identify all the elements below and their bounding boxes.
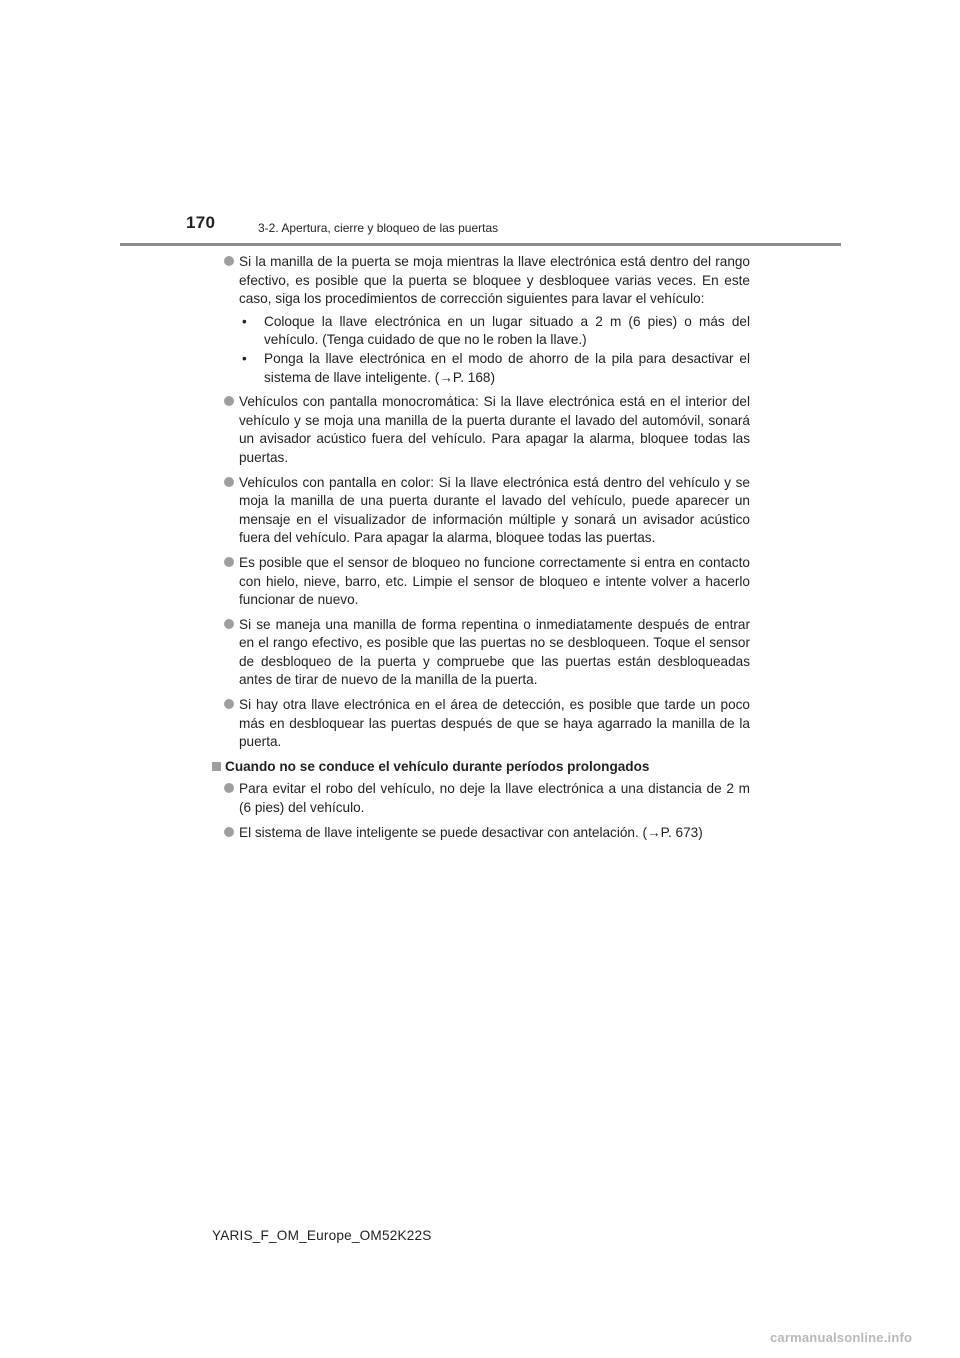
bullet-text: Si la manilla de la puerta se moja mientras la llave electrónica está dentro del rango efectivo, es posible que la puerta se bloquee y desbloquee varias veces. En este caso, siga los procedimientos de corrección siguientes para lavar el vehículo: [239, 254, 750, 307]
bullet-dot-icon [224, 256, 234, 266]
header-divider [120, 243, 841, 246]
bullet-text: Vehículos con pantalla en color: Si la llave electrónica está dentro del vehículo y se moja la manilla de una puerta durante el lavado del vehículo, puede aparecer un mensaje en el visualizador de información múltiple y sonará un avisador acústico fuera del vehículo. Para apagar la alarma, bloquee todas las puertas. [239, 474, 750, 546]
sub-list-item [239, 313, 750, 350]
document-code: YARIS_F_OM_Europe_OM52K22S [212, 1228, 432, 1243]
bullet-dot-icon [224, 783, 234, 793]
bullet-dot-icon [224, 477, 234, 487]
bullet-dot-icon [224, 827, 234, 837]
bullet-dot-icon [224, 396, 234, 406]
bullet-item [224, 554, 750, 610]
bullet-item [224, 393, 750, 467]
sub-list-item [239, 350, 750, 387]
sub-list-text: Coloque la llave electrónica en un lugar situado a 2 m (6 pies) o más del vehículo. (Tenga cuidado de que no le roben la llave.) [264, 313, 750, 348]
bullet-dot-icon [224, 557, 234, 567]
bullet-dot-icon [224, 619, 234, 629]
bullet-text: Vehículos con pantalla monocromática: Si la llave electrónica está en el interior del vehículo y se moja una manilla de la puerta durante el lavado del automóvil, sonará un avisador acústico fuera del vehículo. Para apagar la alarma, bloquee todas las puertas. [239, 394, 750, 465]
bullet-item [224, 616, 750, 690]
bullet-item [224, 253, 750, 387]
sub-bullet-mark: • [242, 313, 247, 329]
sub-list-text: Ponga la llave electrónica en el modo de ahorro de la pila para desactivar el sistema de llave inteligente. (→P. 168) [264, 350, 750, 385]
bullet-item [224, 696, 750, 752]
bullet-item [224, 780, 750, 817]
section-heading-text: Cuando no se conduce el vehículo durante períodos prolongados [225, 758, 650, 774]
sub-bullet-mark: • [242, 350, 247, 366]
square-bullet-icon [212, 762, 221, 771]
bullet-text: Si se maneja una manilla de forma repentina o inmediatamente después de entrar en el rango efectivo, es posible que las puertas no se desbloqueen. Toque el sensor de desbloqueo de la puerta y compruebe que las puertas están desbloqueadas antes de tirar de nuevo de la manilla de la puerta. [239, 616, 750, 688]
bullet-text: Para evitar el robo del vehículo, no deje la llave electrónica a una distancia de 2 m (6 pies) del vehículo. [239, 781, 750, 816]
bullet-item [224, 474, 750, 548]
bullet-text: Si hay otra llave electrónica en el área de detección, es posible que tarde un poco más en desbloquear las puertas después de que se haya agarrado la manilla de la puerta. [239, 697, 750, 750]
bullet-dot-icon [224, 699, 234, 709]
section-title: 3-2. Apertura, cierre y bloqueo de las puertas [258, 221, 499, 235]
bullet-text: Es posible que el sensor de bloqueo no funcione correctamente si entra en contacto con hielo, nieve, barro, etc. Limpie el sensor de bloqueo e intente volver a hacerlo funcionar de nuevo. [239, 554, 750, 608]
bullet-text: El sistema de llave inteligente se puede desactivar con antelación. (→P. 673) [239, 824, 703, 840]
sub-list [239, 313, 750, 387]
page-number: 170 [186, 213, 216, 232]
site-watermark: carmanualsonline.info [770, 1330, 913, 1345]
section-heading [212, 758, 750, 777]
bullet-item [224, 824, 750, 843]
page-content [224, 253, 750, 848]
